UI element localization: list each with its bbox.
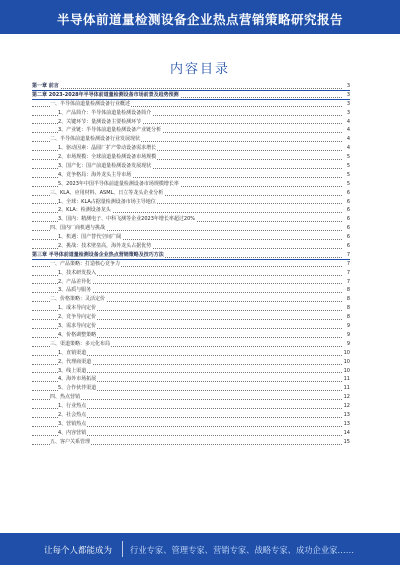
footer-bar: [0, 533, 400, 565]
toc-entry[interactable]: [32, 206, 350, 215]
toc-page-number: 11: [343, 376, 350, 383]
toc-entry-text: 1、成本导向定价: [58, 305, 97, 312]
toc-page-number: 7: [346, 278, 350, 285]
toc-page-number: 8: [346, 305, 350, 312]
toc-page-number: 5: [346, 171, 350, 178]
footer-slogan: 让每个人都能成为: [44, 546, 113, 556]
toc-entry[interactable]: [32, 100, 350, 109]
toc-page-number: 9: [346, 331, 350, 338]
report-header-bar: [0, 0, 400, 34]
toc-entry[interactable]: [32, 393, 350, 402]
toc-page-number: 3: [346, 91, 350, 98]
toc-entry[interactable]: [32, 162, 350, 171]
toc-entry[interactable]: [32, 180, 350, 189]
toc-entry-text: 三、KLA、应用材料、ASML、日立等龙头企业分析: [50, 189, 164, 196]
toc-entry[interactable]: [32, 126, 350, 135]
toc-entry[interactable]: [32, 438, 350, 447]
toc-page-number: 7: [346, 260, 350, 267]
toc-page-number: 14: [343, 429, 350, 436]
toc-entry-text: 2、产品差异化: [58, 278, 92, 285]
toc-entry[interactable]: [32, 420, 350, 429]
toc-page-number: 8: [346, 314, 350, 321]
toc-entry-text: 2、关键环节：量测设备主要检测环节: [58, 118, 142, 125]
toc-entry[interactable]: [32, 384, 350, 393]
toc-entry[interactable]: [32, 358, 350, 367]
toc-entry-text: 3、品质与服务: [58, 287, 92, 294]
toc-entry[interactable]: [32, 322, 350, 331]
toc-entry-text: 4、价格调整策略: [58, 331, 97, 338]
toc-entry-text: 1、技术研发投入: [58, 269, 97, 276]
toc-entry[interactable]: [32, 118, 350, 127]
toc-page-number: 6: [346, 189, 350, 196]
toc-page-number: 3: [346, 83, 350, 89]
toc-entry-text: 二、半导体前道量检测设备行业发展现状: [50, 136, 141, 143]
toc-entry-text: 2、KLA：检测设备龙头: [58, 207, 111, 214]
toc-page-number: 4: [346, 118, 350, 125]
toc-page-number: 3: [346, 109, 350, 116]
toc-entry[interactable]: [32, 189, 350, 198]
toc-entry-text: 3、国内：精测电子、中科飞测等企业2023年增长率超过20%: [58, 216, 196, 223]
toc-entry-text: 4、内容营销: [58, 429, 87, 436]
toc-entry-text: 三、渠道策略：多元化布局: [50, 340, 111, 347]
toc-page-number: 9: [346, 323, 350, 330]
toc-entry[interactable]: [32, 286, 350, 295]
toc-entry-text: 第二章 2023-2028年半导体前道量检测设备市场前景及趋势预测: [32, 91, 179, 98]
footer-tagline: 行业专家、管理专家、营销专家、战略专家、成功企业家……: [130, 545, 355, 555]
toc-entry[interactable]: [32, 144, 350, 153]
toc-entry-text: 1、直销渠道: [58, 349, 87, 356]
toc-entry[interactable]: [32, 349, 350, 358]
toc-page-number: 4: [346, 127, 350, 134]
toc-page-number: 6: [346, 198, 350, 205]
toc-page-number: 6: [346, 216, 350, 223]
toc-page-number: 12: [343, 394, 350, 401]
toc-entry-text: 2、代理商渠道: [58, 358, 92, 365]
toc-entry-text: 第三章 半导体前道量检测设备企业热点营销策略及技巧方法: [32, 251, 164, 258]
toc-entry-text: 2、挑战：技术壁垒高，海外龙头占据优势: [58, 243, 152, 250]
toc-entry[interactable]: [32, 295, 350, 304]
toc-heading: 内容目录: [169, 62, 230, 77]
toc-page-number: 10: [343, 358, 350, 365]
toc-page-number: 5: [346, 180, 350, 187]
toc-page-number: 11: [343, 385, 350, 392]
toc-entry[interactable]: [32, 278, 350, 287]
report-title: 半导体前道量检测设备企业热点营销策略研究报告: [56, 12, 343, 27]
toc-entry[interactable]: [32, 251, 350, 260]
toc-entry-text: 3、营销热点: [58, 420, 87, 427]
toc-entry[interactable]: [32, 313, 350, 322]
toc-entry-text: 五、客户关系管理: [50, 438, 91, 445]
toc-entry[interactable]: [32, 109, 350, 118]
toc-entry[interactable]: [32, 331, 350, 340]
toc-page-number: 6: [346, 207, 350, 214]
toc-page-number: 8: [346, 296, 350, 303]
toc-entry[interactable]: [32, 242, 350, 251]
toc-page-number: 8: [346, 287, 350, 294]
toc-entry[interactable]: [32, 82, 350, 91]
toc-entry-text: 3、需求导向定价: [58, 323, 97, 330]
toc-page-number: 6: [346, 243, 350, 250]
table-of-contents: [32, 82, 350, 447]
toc-page-number: 7: [346, 251, 350, 258]
dot-leader: [32, 88, 342, 89]
toc-entry[interactable]: [32, 429, 350, 438]
toc-entry-text: 1、行业热点: [58, 403, 87, 410]
toc-page-number: 6: [346, 225, 350, 232]
toc-page-number: 5: [346, 163, 350, 170]
toc-entry-text: 5、合作伙伴渠道: [58, 385, 97, 392]
toc-entry-text: 1、全球：KLA占据量检测设备市场主导地位: [58, 198, 156, 205]
toc-entry[interactable]: [32, 135, 350, 144]
toc-entry[interactable]: [32, 91, 350, 100]
toc-entry-text: 一、产品策略：打造核心竞争力: [50, 260, 121, 267]
toc-page-number: 7: [346, 269, 350, 276]
toc-entry[interactable]: [32, 260, 350, 269]
toc-entry-text: 5、2023年中国半导体前道量检测设备市场规模增长率: [58, 180, 179, 187]
toc-page-number: 9: [346, 340, 350, 347]
toc-entry-text: 四、热点营销: [50, 394, 81, 401]
toc-entry-text: 1、产品简介：半导体前道量检测设备简介: [58, 109, 152, 116]
toc-entry[interactable]: [32, 269, 350, 278]
toc-entry-text: 4、海外市场拓展: [58, 376, 97, 383]
toc-entry-text: 1、驱动因素：晶圆厂扩产带动设备需求增长: [58, 145, 157, 152]
toc-entry-text: 第一章 前言: [32, 83, 59, 89]
toc-entry[interactable]: [32, 153, 350, 162]
toc-entry-text: 2、市场规模：全球前道量检测设备市场规模: [58, 154, 157, 161]
footer-divider: [122, 541, 123, 557]
toc-entry[interactable]: [32, 375, 350, 384]
toc-page-number: 5: [346, 154, 350, 161]
toc-entry[interactable]: [32, 411, 350, 420]
toc-page-number: 4: [346, 145, 350, 152]
toc-page-number: 10: [343, 367, 350, 374]
toc-page-number: 13: [343, 411, 350, 418]
toc-page-number: 13: [343, 420, 350, 427]
toc-page-number: 4: [346, 136, 350, 143]
toc-entry-text: 1、机遇：国产替代空间广阔: [58, 234, 122, 241]
toc-page-number: 6: [346, 234, 350, 241]
toc-entry[interactable]: [32, 198, 350, 207]
toc-entry-text: 4、竞争格局：海外龙头主导市场: [58, 171, 132, 178]
toc-page-number: 12: [343, 403, 350, 410]
toc-page-number: 10: [343, 349, 350, 356]
toc-entry-text: 2、社会热点: [58, 411, 87, 418]
toc-entry[interactable]: [32, 215, 350, 224]
toc-entry[interactable]: [32, 367, 350, 376]
toc-entry[interactable]: [32, 304, 350, 313]
toc-entry-text: 2、竞争导向定价: [58, 314, 97, 321]
toc-entry[interactable]: [32, 402, 350, 411]
toc-entry[interactable]: [32, 233, 350, 242]
toc-page-number: 3: [346, 100, 350, 107]
toc-page-number: 15: [343, 438, 350, 445]
toc-entry-text: 二、价格策略：灵活定价: [50, 296, 106, 303]
toc-entry-text: 四、国内厂商机遇与挑战: [50, 225, 106, 232]
toc-entry-text: 一、半导体前道量检测设备行业概述: [50, 100, 131, 107]
toc-entry[interactable]: [32, 171, 350, 180]
toc-entry[interactable]: [32, 340, 350, 349]
toc-entry[interactable]: [32, 224, 350, 233]
toc-entry-text: 3、线上渠道: [58, 367, 87, 374]
toc-entry-text: 3、产业链：半导体前道量检测设备产业链分析: [58, 127, 162, 134]
toc-entry-text: 3、国产化：国产前道量检测设备发展现状: [58, 163, 152, 170]
